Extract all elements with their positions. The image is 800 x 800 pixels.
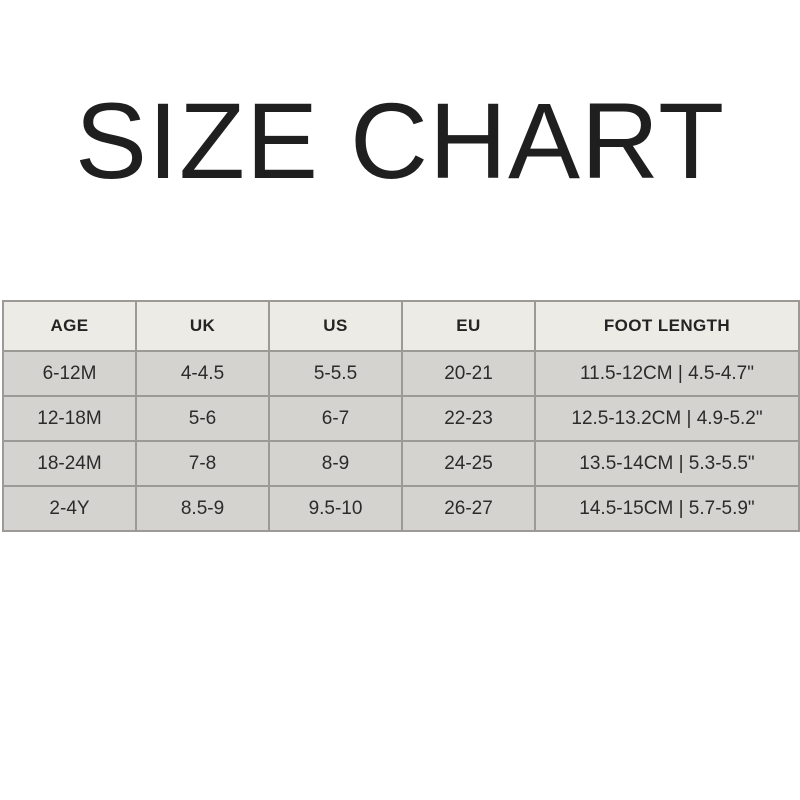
cell-eu: 22-23 <box>402 396 535 441</box>
table-row <box>3 396 799 441</box>
cell-age: 2-4Y <box>3 486 136 531</box>
header-cell-uk: UK <box>136 301 269 351</box>
cell-us: 9.5-10 <box>269 486 402 531</box>
cell-age: 18-24M <box>3 441 136 486</box>
cell-age: 6-12M <box>3 351 136 396</box>
cell-foot-length: 11.5-12CM | 4.5-4.7" <box>535 351 799 396</box>
cell-eu: 20-21 <box>402 351 535 396</box>
table-row <box>3 351 799 396</box>
cell-foot-length: 14.5-15CM | 5.7-5.9" <box>535 486 799 531</box>
cell-us: 6-7 <box>269 396 402 441</box>
page-title: SIZE CHART <box>74 80 726 201</box>
cell-us: 5-5.5 <box>269 351 402 396</box>
cell-uk: 8.5-9 <box>136 486 269 531</box>
cell-uk: 5-6 <box>136 396 269 441</box>
cell-us: 8-9 <box>269 441 402 486</box>
table-row <box>3 486 799 531</box>
size-chart-table <box>2 300 800 532</box>
header-cell-us: US <box>269 301 402 351</box>
cell-uk: 7-8 <box>136 441 269 486</box>
cell-uk: 4-4.5 <box>136 351 269 396</box>
cell-eu: 24-25 <box>402 441 535 486</box>
table-header-row <box>3 301 799 351</box>
cell-foot-length: 12.5-13.2CM | 4.9-5.2" <box>535 396 799 441</box>
header-cell-eu: EU <box>402 301 535 351</box>
title-container <box>0 82 800 201</box>
cell-age: 12-18M <box>3 396 136 441</box>
cell-eu: 26-27 <box>402 486 535 531</box>
cell-foot-length: 13.5-14CM | 5.3-5.5" <box>535 441 799 486</box>
header-cell-foot-length: FOOT LENGTH <box>535 301 799 351</box>
table-row <box>3 441 799 486</box>
header-cell-age: AGE <box>3 301 136 351</box>
